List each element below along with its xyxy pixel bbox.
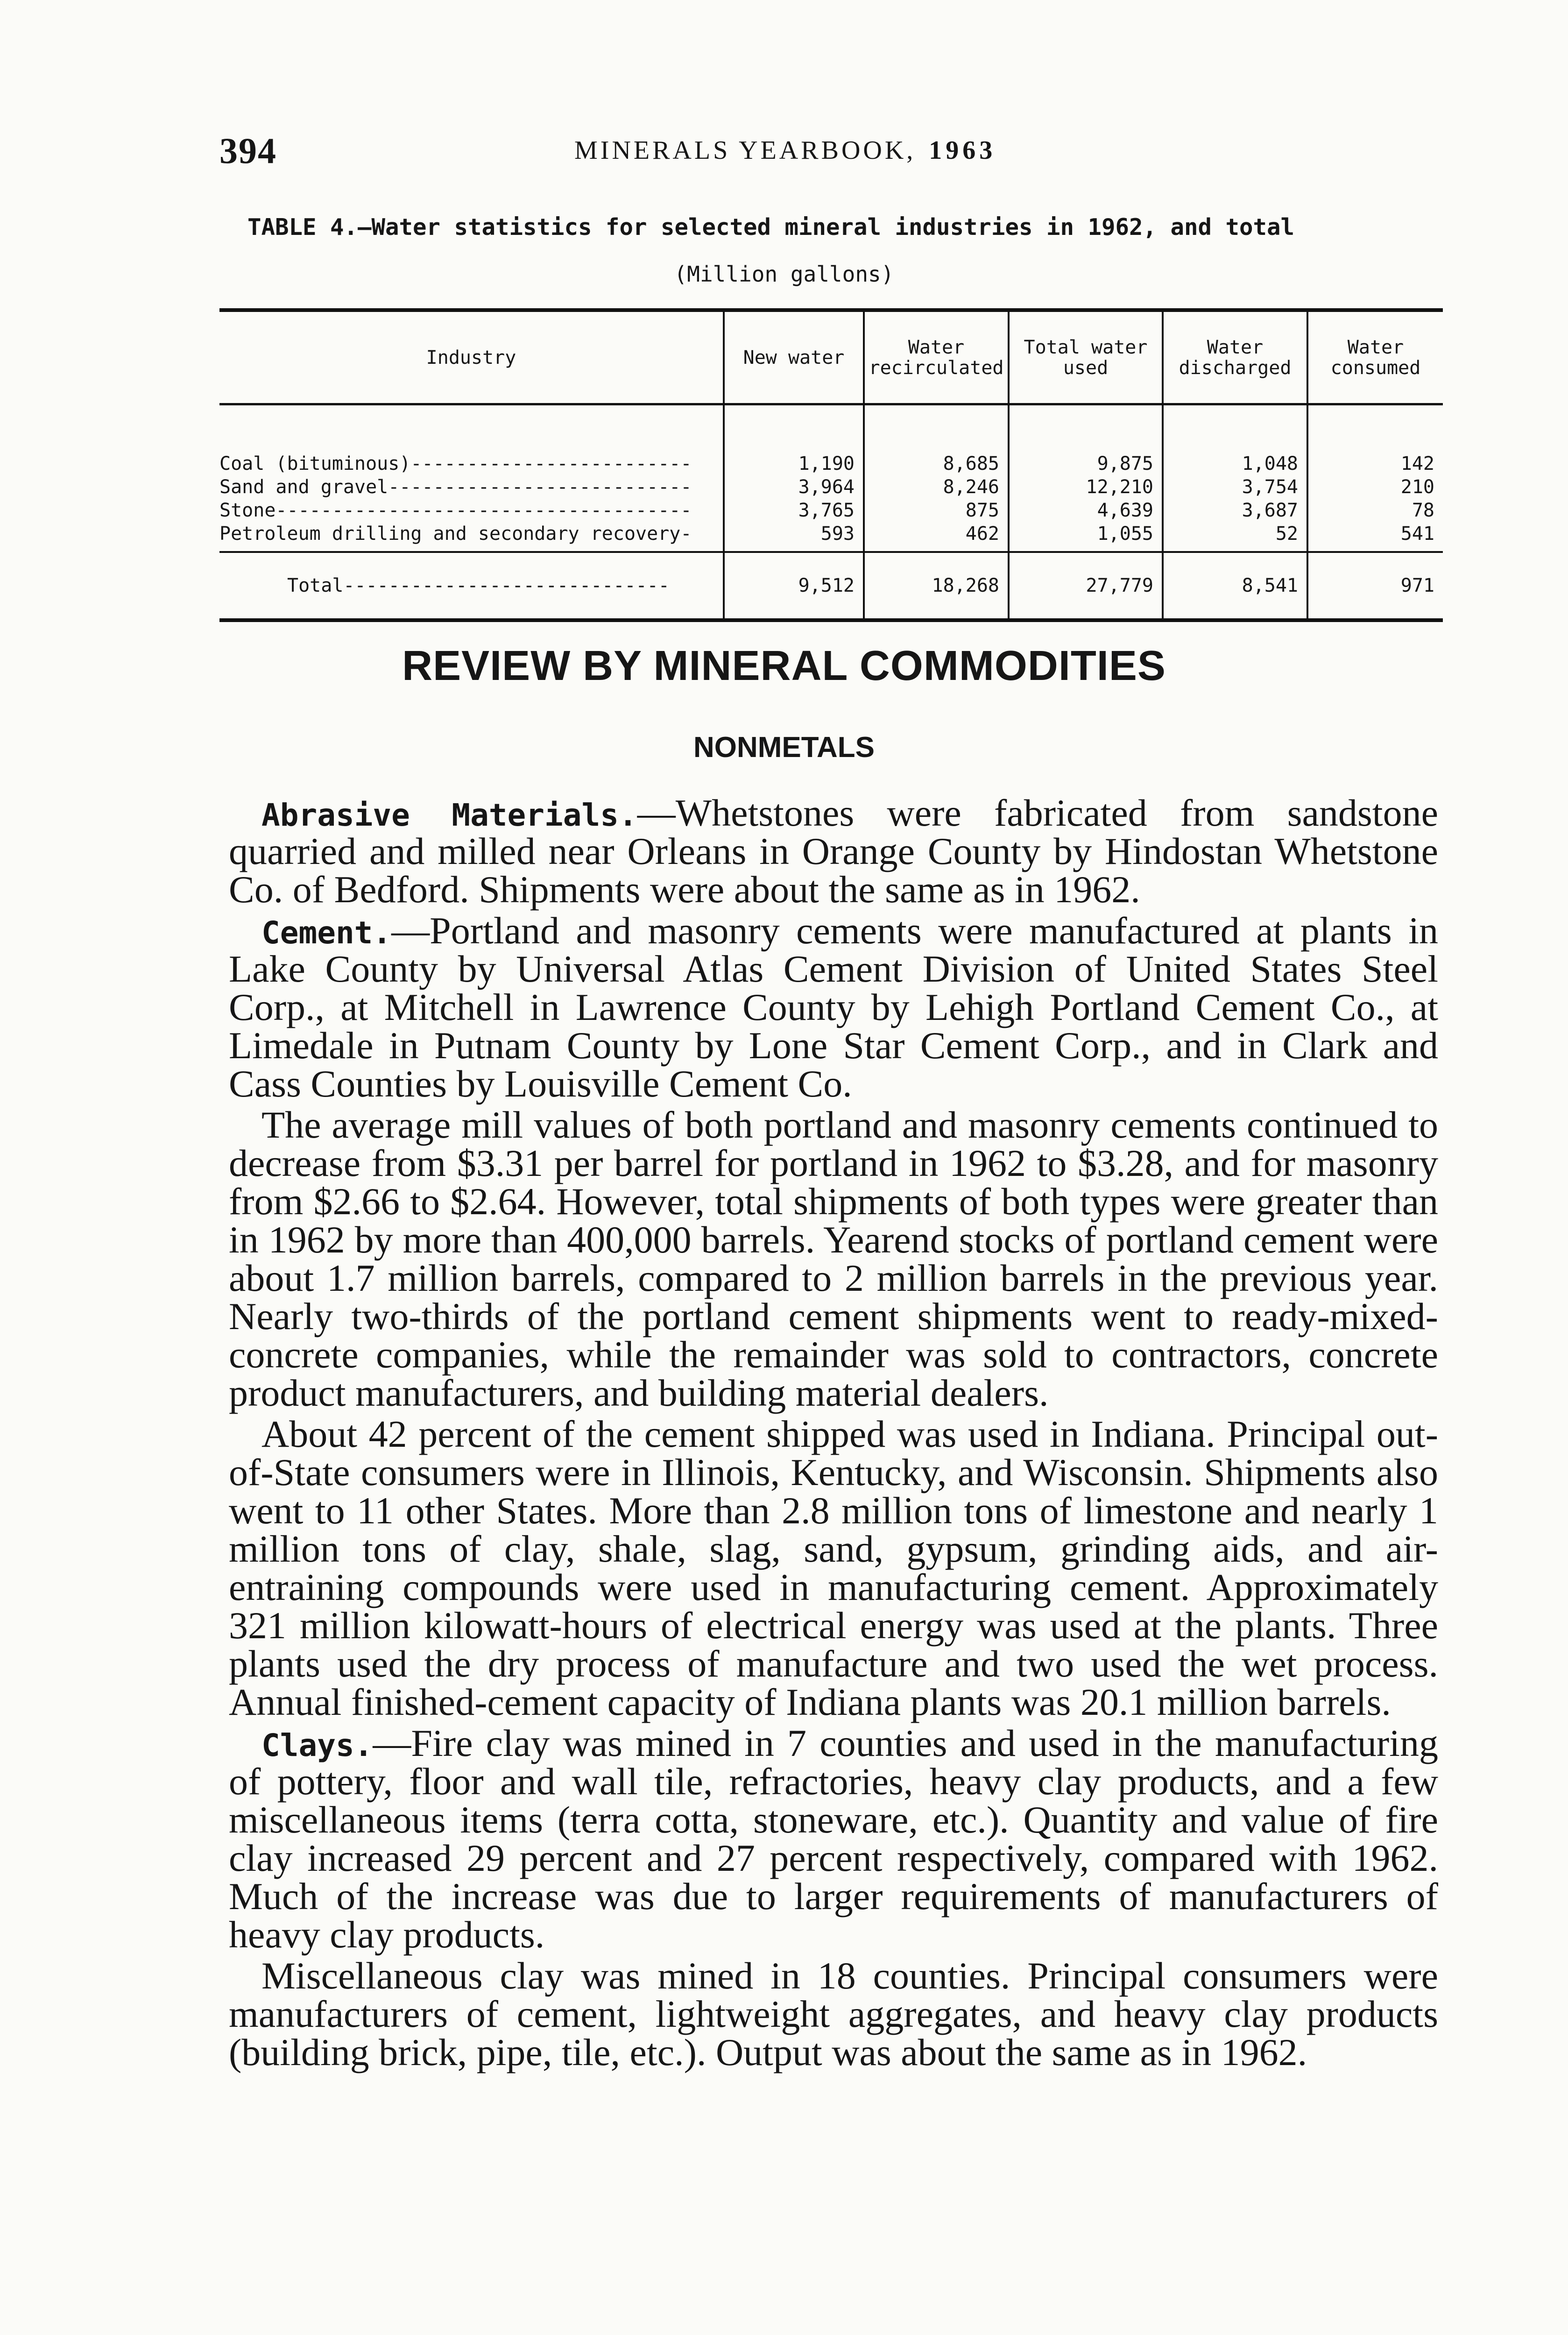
cell-water-recirculated: 875	[864, 499, 1009, 522]
lead-term-cement: Cement.	[261, 915, 392, 951]
table-caption: TABLE 4.—Water statistics for selected mineral industries in 1962, and total	[247, 214, 1295, 241]
table-row	[219, 475, 1443, 499]
column-header-water-discharged: Water discharged	[1163, 310, 1307, 404]
table-row	[219, 499, 1443, 522]
paragraph-cement-consumption: About 42 percent of the cement shipped was used in Indiana. Principal out-of-State consumers were in Illinois, Kentucky, and Wisconsin. Shipments also went to 11 other States. More than 2.8 million tons of limestone and nearly 1 million tons of clay, shale, slag, sand, gypsum, grinding aids, and air-entraining compounds were used in manufacturing cement. Approximately 321 million kilowatt-hours of electrical energy was used at the plants. Three plants used the dry process of manufacture and two used the wet process. Annual finished-cement capacity of Indiana plants was 20.1 million barrels.	[229, 1413, 1438, 1723]
column-header-total-water-used: Total water used	[1009, 310, 1163, 404]
section-title: REVIEW BY MINERAL COMMODITIES	[402, 643, 1166, 689]
cell-water-discharged: 1,048	[1163, 404, 1307, 476]
page-number: 394	[219, 130, 277, 171]
cell-total-water-used: 1,055	[1009, 522, 1163, 552]
column-header-industry: Industry	[426, 347, 516, 368]
subsection-title: NONMETALS	[693, 731, 875, 764]
cell-water-consumed: 78	[1307, 499, 1443, 522]
column-header-new-water: New water	[724, 310, 864, 404]
column-header-water-consumed: Water consumed	[1307, 310, 1443, 404]
running-head	[219, 130, 1443, 177]
paragraph-text: —Whetstones were fabricated from sandstone quarried and milled near Orleans in Orange County by Hindostan Whetstone Co. of Bedford. Shipments were about the same as in 1962.	[229, 792, 1438, 911]
cell-water-consumed: 210	[1307, 475, 1443, 499]
table-subcaption: (Million gallons)	[674, 262, 894, 287]
cell-water-recirculated: 8,246	[864, 475, 1009, 499]
running-title	[574, 135, 996, 165]
cell-total-label: Total-----------------------------	[219, 552, 724, 620]
cell-industry: Coal (bituminous)-------------------------	[219, 453, 692, 474]
paragraph-clays	[229, 1724, 1438, 1954]
table-total-row	[219, 552, 1443, 620]
running-title-year: 1963	[929, 136, 996, 165]
table-header-row	[219, 310, 1443, 404]
cell-new-water: 593	[724, 522, 864, 552]
paragraph-cement-values: The average mill values of both portland and masonry cements continued to decrease from $3.31 per barrel for portland in 1962 to $3.28, and for masonry from $2.66 to $2.64. However, total shipments of both types were greater than in 1962 by more than 400,000 barrels. Yearend stocks of portland cement were about 1.7 million barrels, compared to 2 million barrels in the previous year. Nearly two-thirds of the portland cement shipments went to ready-mixed-concrete companies, while the remainder was sold to contractors, concrete product manufacturers, and building material dealers.	[229, 1104, 1438, 1414]
cell-total-water-used: 4,639	[1009, 499, 1163, 522]
cell-industry: Petroleum drilling and secondary recovery-	[219, 523, 692, 545]
cell-total-new-water: 9,512	[724, 552, 864, 620]
running-title-text: MINERALS YEARBOOK,	[574, 136, 916, 165]
cell-total-water-recirculated: 18,268	[864, 552, 1009, 620]
cell-total-water-used: 9,875	[1009, 404, 1163, 476]
cell-total-water-discharged: 8,541	[1163, 552, 1307, 620]
lead-term-clays: Clays.	[261, 1727, 373, 1763]
table-row	[219, 404, 1443, 476]
column-header-water-recirculated: Water recirculated	[864, 310, 1009, 404]
cell-water-discharged: 52	[1163, 522, 1307, 552]
body-text	[229, 794, 1438, 2072]
cell-water-discharged: 3,687	[1163, 499, 1307, 522]
cell-total-water-consumed: 971	[1307, 552, 1443, 620]
cell-new-water: 3,964	[724, 475, 864, 499]
cell-water-recirculated: 8,685	[864, 404, 1009, 476]
cell-new-water: 1,190	[724, 404, 864, 476]
cell-water-consumed: 541	[1307, 522, 1443, 552]
table-row	[219, 522, 1443, 552]
cell-new-water: 3,765	[724, 499, 864, 522]
water-statistics-table	[219, 308, 1443, 622]
cell-industry: Sand and gravel---------------------------	[219, 476, 692, 498]
cell-industry: Stone-------------------------------------	[219, 500, 692, 521]
paragraph-text: —Fire clay was mined in 7 counties and used in the manufacturing of pottery, floor and wall tile, refractories, heavy clay products, and a few miscellaneous items (terra cotta, stoneware, etc.). Quantity and value of fire clay increased 29 percent and 27 percent respectively, compared with 1962. Much of the increase was due to larger requirements of manufacturers of heavy clay products.	[229, 1722, 1438, 1956]
cell-water-discharged: 3,754	[1163, 475, 1307, 499]
lead-term-abrasive-materials: Abrasive Materials.	[261, 797, 637, 833]
paragraph-miscellaneous-clay: Miscellaneous clay was mined in 18 counties. Principal consumers were manufacturers of cement, lightweight aggregates, and heavy clay products (building brick, pipe, tile, etc.). Output was about the same as in 1962.	[229, 1954, 1438, 2073]
cell-total-total-water-used: 27,779	[1009, 552, 1163, 620]
paragraph-text: —Portland and masonry cements were manufactured at plants in Lake County by Universal Atlas Cement Division of United States Steel Corp., at Mitchell in Lawrence County by Lehigh Portland Cement Co., at Limedale in Putnam County by Lone Star Cement Corp., and in Clark and Cass Counties by Louisville Cement Co.	[229, 909, 1438, 1105]
paragraph-abrasive-materials	[229, 794, 1438, 909]
paragraph-cement	[229, 909, 1438, 1105]
cell-water-recirculated: 462	[864, 522, 1009, 552]
cell-total-water-used: 12,210	[1009, 475, 1163, 499]
cell-water-consumed: 142	[1307, 404, 1443, 476]
